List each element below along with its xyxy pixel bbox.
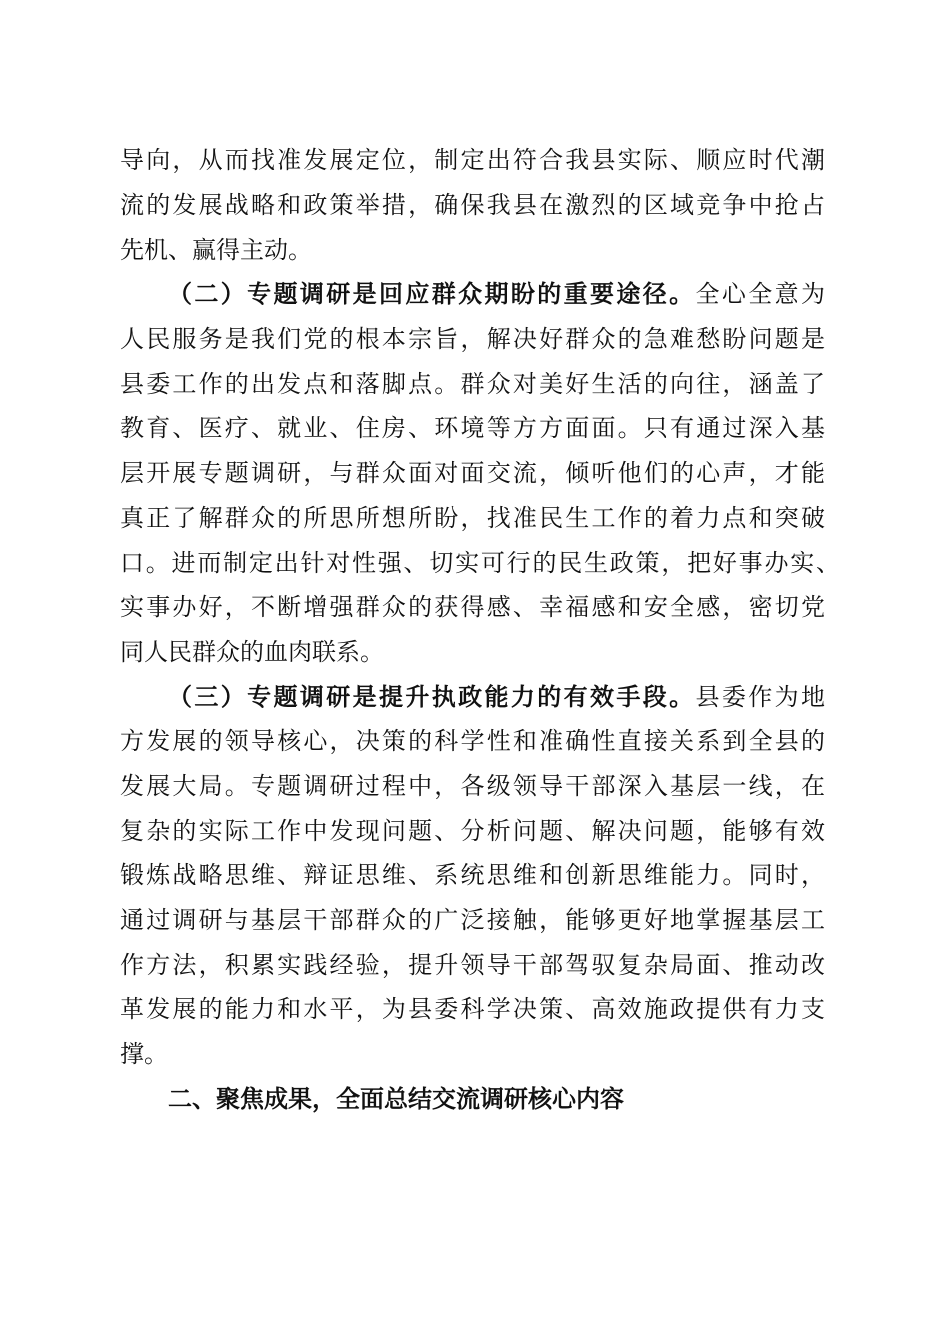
para2-first-rest: 全心全意为 xyxy=(695,280,825,308)
section-heading: 二、聚焦成果，全面总结交流调研核心内容 xyxy=(168,1085,624,1113)
para3-line-2: 方发展的领导核心，决策的科学性和准确性直接关系到全县的 xyxy=(120,727,825,755)
para3-first-rest: 县委作为地 xyxy=(695,683,825,711)
para3-line-1 xyxy=(168,675,825,719)
para3-line-5: 锻炼战略思维、辩证思维、系统思维和创新思维能力。同时， xyxy=(120,861,825,889)
para2-line-5: 层开展专题调研，与群众面对面交流，倾听他们的心声，才能 xyxy=(120,459,825,487)
para3-line-8: 革发展的能力和水平，为县委科学决策、高效施政提供有力支 xyxy=(120,995,825,1023)
para1-line-1: 导向，从而找准发展定位，制定出符合我县实际、顺应时代潮 xyxy=(120,146,825,174)
para2-line-2: 人民服务是我们党的根本宗旨，解决好群众的急难愁盼问题是 xyxy=(120,325,825,353)
para3-line-6: 通过调研与基层干部群众的广泛接触，能够更好地掌握基层工 xyxy=(120,906,825,934)
para3-line-9: 撑。 xyxy=(120,1040,168,1068)
para1-line-2: 流的发展战略和政策举措，确保我县在激烈的区域竞争中抢占 xyxy=(120,191,825,219)
para3-line-4: 复杂的实际工作中发现问题、分析问题、解决问题，能够有效 xyxy=(120,817,825,845)
para2-line-8: 实事办好，不断增强群众的获得感、幸福感和安全感，密切党 xyxy=(120,593,825,621)
para2-heading: （二）专题调研是回应群众期盼的重要途径。 xyxy=(168,280,696,308)
para1-line-3: 先机、赢得主动。 xyxy=(120,236,312,264)
para2-line-3: 县委工作的出发点和落脚点。群众对美好生活的向往，涵盖了 xyxy=(120,370,825,398)
para3-line-3: 发展大局。专题调研过程中，各级领导干部深入基层一线，在 xyxy=(120,772,825,800)
para2-line-6: 真正了解群众的所思所想所盼，找准民生工作的着力点和突破 xyxy=(120,504,825,532)
para3-heading: （三）专题调研是提升执政能力的有效手段。 xyxy=(168,683,696,711)
para2-line-7: 口。进而制定出针对性强、切实可行的民生政策，把好事办实、 xyxy=(120,549,840,577)
para2-line-4: 教育、医疗、就业、住房、环境等方方面面。只有通过深入基 xyxy=(120,414,825,442)
para2-line-9: 同人民群众的血肉联系。 xyxy=(120,638,384,666)
para3-line-7: 作方法，积累实践经验，提升领导干部驾驭复杂局面、推动改 xyxy=(120,951,825,979)
para2-line-1 xyxy=(168,272,825,316)
